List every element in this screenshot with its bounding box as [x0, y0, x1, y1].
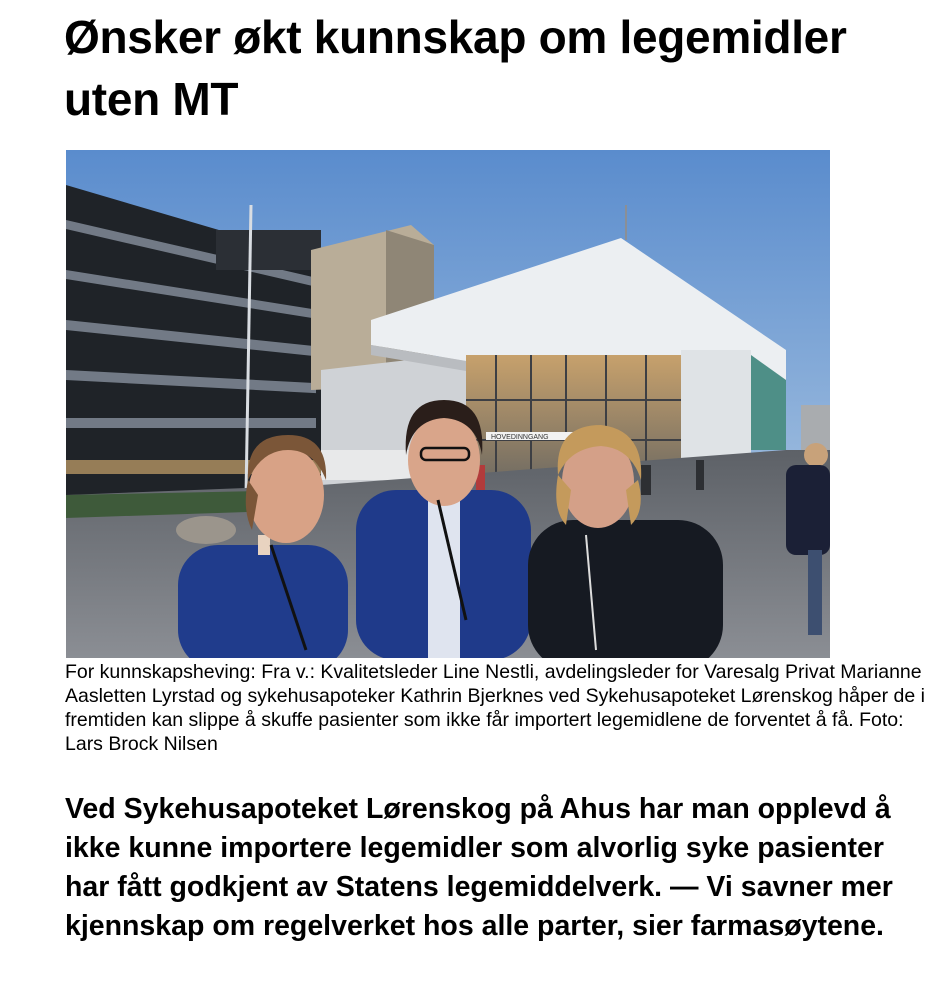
- hospital-staff-photo: [66, 150, 830, 658]
- entrance-sign: HOVEDINNGANG: [491, 434, 549, 441]
- photo-caption: For kunnskapsheving: Fra v.: Kvalitetsleder Line Nestli, avdelingsleder for Varesalg Privat Marianne Aasletten Lyrstad og sykehusapoteker Kathrin Bjerknes ved Sykehusapoteket Lørenskog håper de i fremtiden kan slippe å skuffe pasienter som ikke får importert legemidlene de forventet å få. Foto: Lars Brock Nilsen: [65, 661, 925, 755]
- article-photo: [66, 150, 830, 658]
- article-ingress: Ved Sykehusapoteket Lørenskog på Ahus har man opplevd å ikke kunne importere legemidler som alvorlig syke pasienter har fått godkjent av Statens legemiddelverk. — Vi savner mer kjennskap om regelverket hos alle parter, sier farmasøytene.: [65, 793, 893, 942]
- article-headline: Ønsker økt kunnskap om legemidler uten MT: [64, 11, 847, 125]
